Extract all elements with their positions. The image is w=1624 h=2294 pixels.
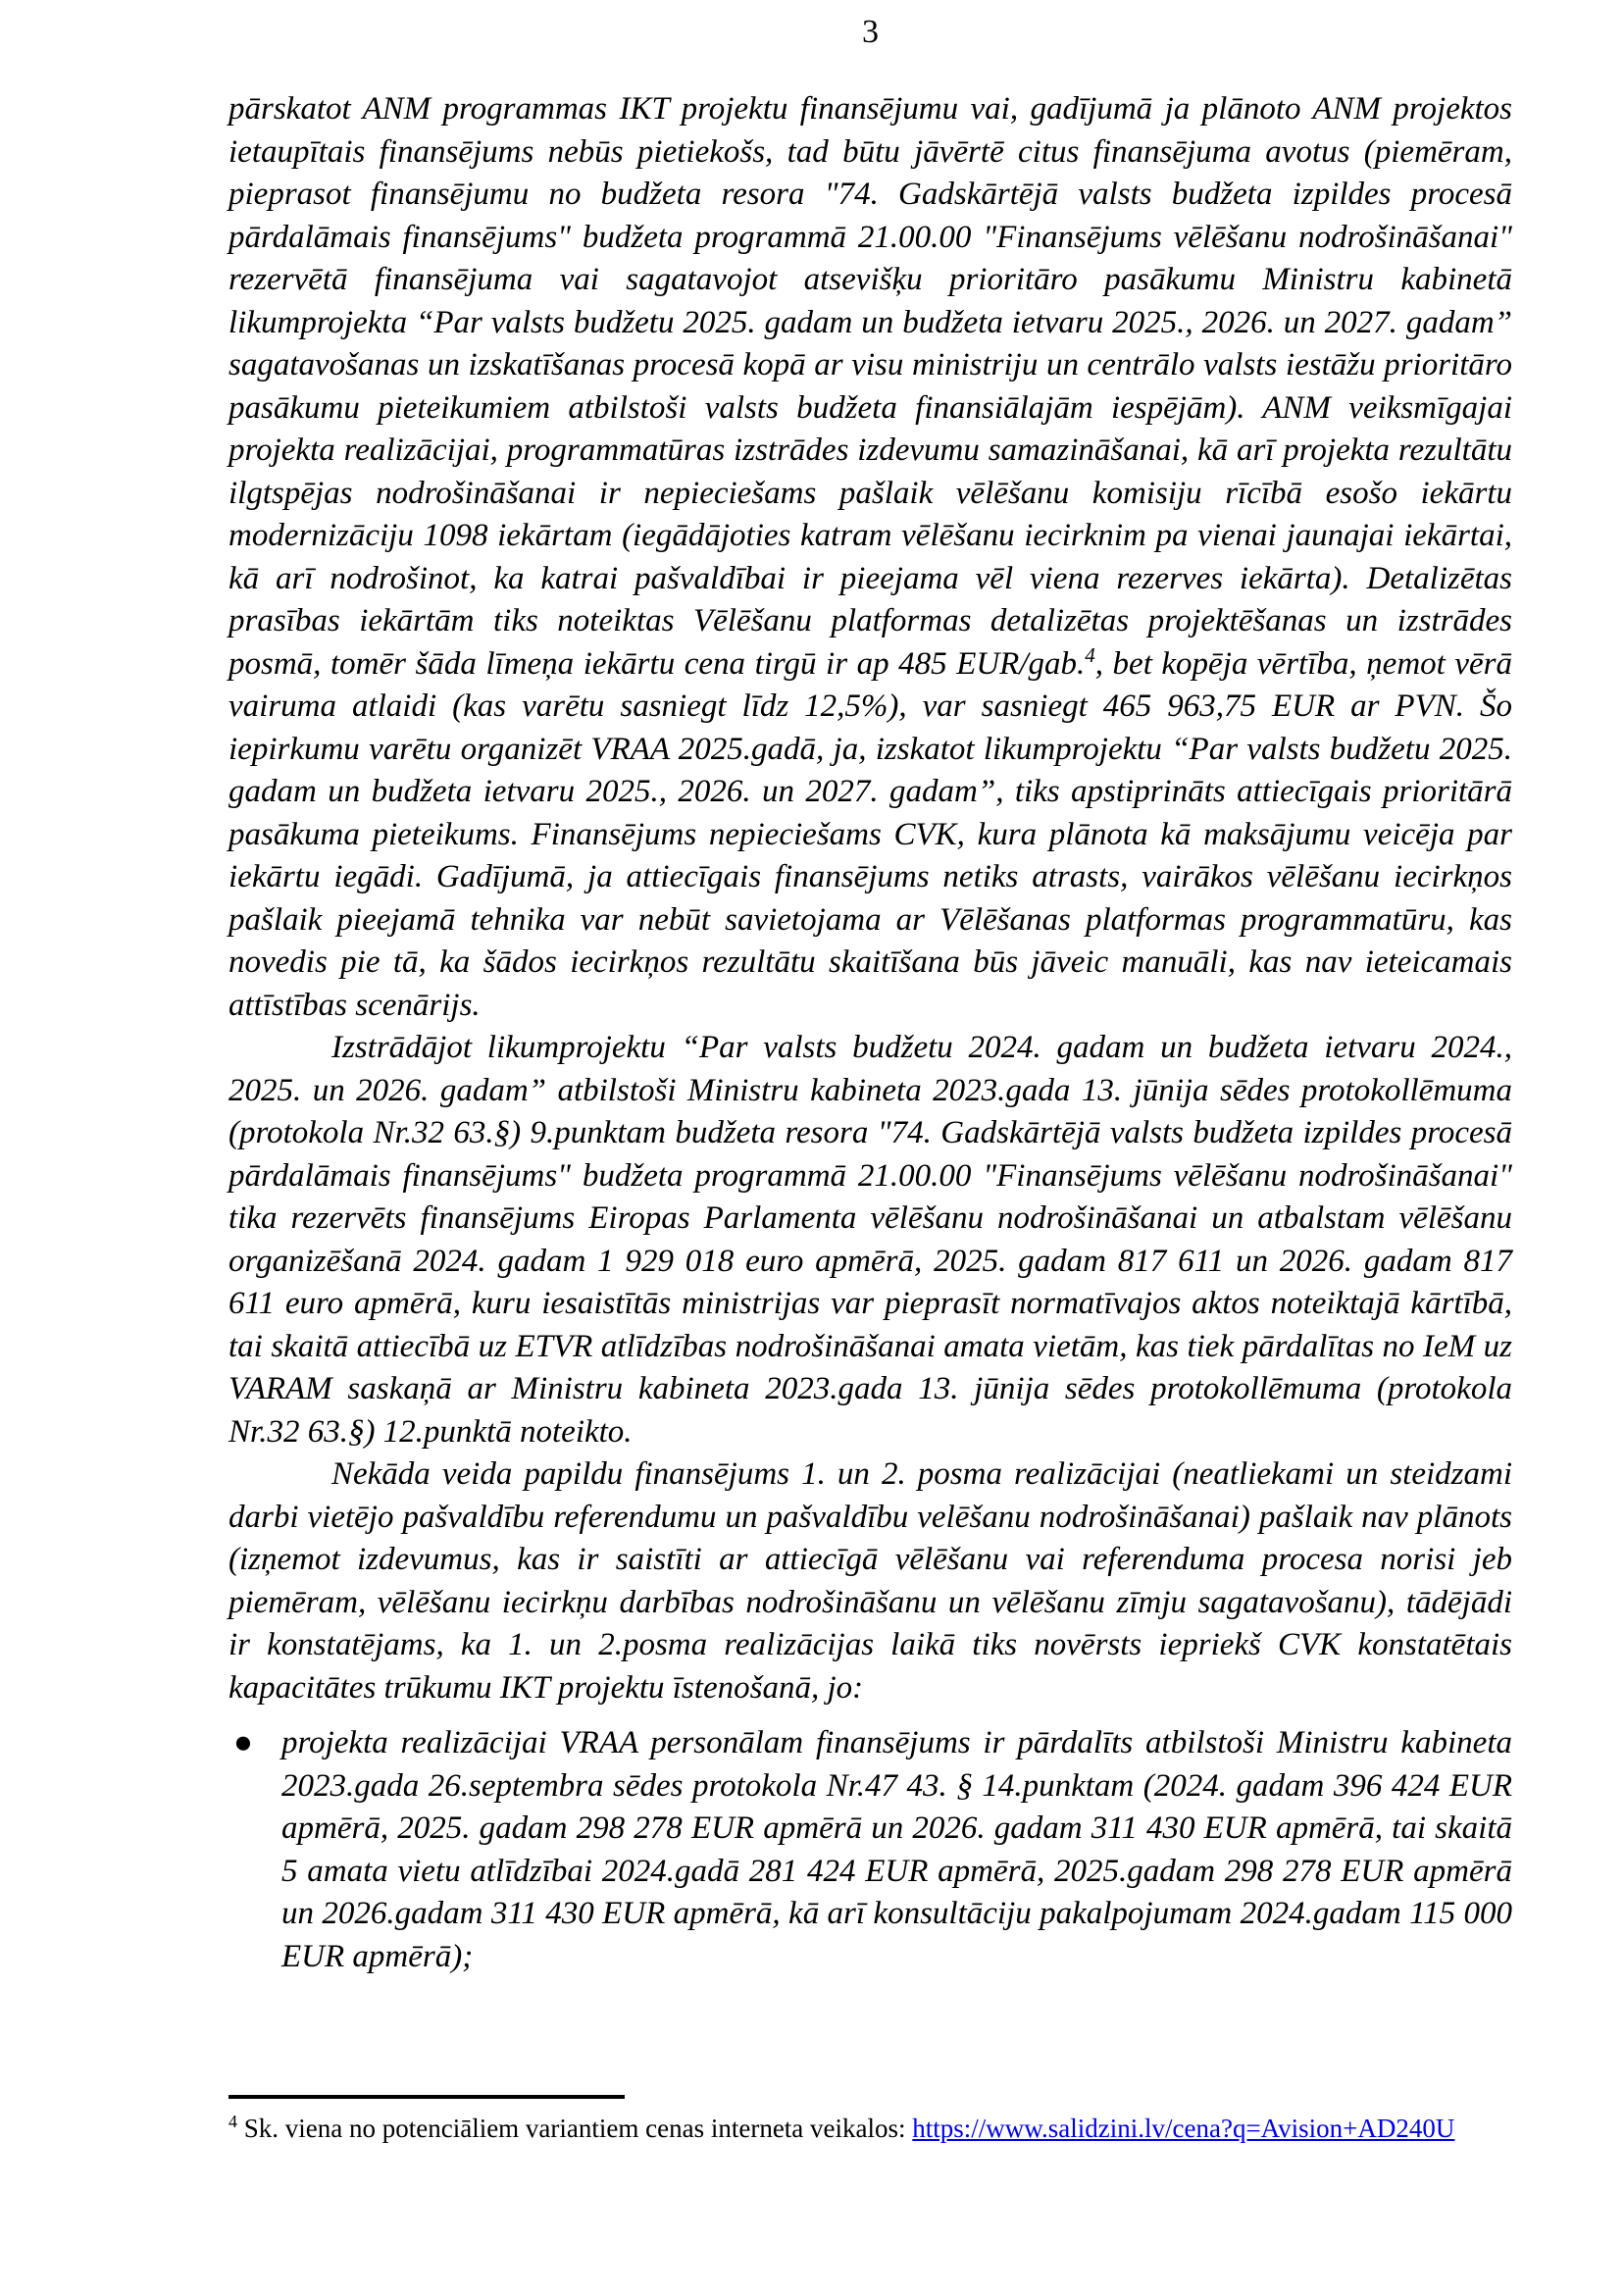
paragraph-1-text-after-ref: , bet kopēja vērtība, ņemot vērā vairuma atlaidi (kas varētu sasniegt līdz 12,5%), var sasniegt 465 963,75 EUR ar PVN. Šo iepirkumu varētu organizēt VRAA 2025.gadā, ja, izskatot likumprojektu “Par valsts budžetu 2025. gadam un budžeta ietvaru 2025., 2026. un 2027. gadam”, tiks apstiprināts attiecīgais prioritārā pasākuma pieteikums. Finansējums nepieciešams CVK, kura plānota kā maksājumu veicēja par iekārtu iegādi. Gadījumā, ja attiecīgais finansējums netiks atrasts, vairākos vēlēšanu iecirkņos pašlaik pieejamā tehnika var nebūt savietojama ar Vēlēšanas platformas programmatūru, kas novedis pie tā, ka šādos iecirkņos rezultātu skaitīšana būs jāveic manuāli, kas nav ieteicamais attīstības scenārijs. <box>228 645 1512 1023</box>
footnote-separator <box>228 2095 625 2099</box>
paragraph-1-text-before-ref: pārskatot ANM programmas IKT projektu finansējumu vai, gadījumā ja plānoto ANM projektos ietaupītais finansējums nebūs pietiekošs, tad būtu jāvērtē citus finansējuma avotus (piemēram, pieprasot finansējumu no budžeta resora "74. Gadskārtējā valsts budžeta izpildes procesā pārdalāmais finansējums" budžeta programmā 21.00.00 "Finansējums vēlēšanu nodrošināšanai" rezervētā finansējuma vai sagatavojot atsevišķu prioritāro pasākumu Ministru kabinetā likumprojekta “Par valsts budžetu 2025. gadam un budžeta ietvaru 2025., 2026. un 2027. gadam” sagatavošanas un izskatīšanas procesā kopā ar visu ministriju un centrālo valsts iestāžu prioritāro pasākumu pieteikumiem atbilstoši valsts budžeta finansiālajām iespējām). ANM veiksmīgajai projekta realizācijai, programmatūras izstrādes izdevumu samazināšanai, kā arī projekta rezultātu ilgtspējas nodrošināšanai ir nepieciešams pašlaik vēlēšanu komisiju rīcībā esošo iekārtu modernizāciju 1098 iekārtam (iegādājoties katram vēlēšanu iecirknim pa vienai jaunajai iekārtai, kā arī nodrošinot, ka katrai pašvaldībai ir pieejama vēl viena rezerves iekārta). Detalizētas prasības iekārtām tiks noteiktas Vēlēšanu platformas detalizētas projektēšanas un izstrādes posmā, tomēr šāda līmeņa iekārtu cena tirgū ir ap 485 EUR/gab. <box>228 91 1512 682</box>
paragraph-3: Nekāda veida papildu finansējums 1. un 2. posma realizācijai (neatliekami un steidzami darbi vietējo pašvaldību referendumu un pašvaldību velēšanu nodrošināšanai) pašlaik nav plānots (izņemot izdevumus, kas ir saistīti ar attiecīgā vēlēšanu vai referenduma procesa norisi jeb piemēram, vēlēšanu iecirkņu darbības nodrošināšanu un vēlēšanu zīmju sagatavošanu), tādējādi ir konstatējams, ka 1. un 2.posma realizācijas laikā tiks novērsts iepriekš CVK konstatētais kapacitātes trūkumu IKT projektu īstenošanā, jo: <box>228 1456 1512 1706</box>
bullet-item <box>228 1722 1512 1978</box>
bullet-item-text: projekta realizācijai VRAA personālam finansējums ir pārdalīts atbilstoši Ministru kabineta 2023.gada 26.septembra sēdes protokola Nr.47 43. § 14.punktam (2024. gadam 396 424 EUR apmērā, 2025. gadam 298 278 EUR apmērā un 2026. gadam 311 430 EUR apmērā, tai skaitā 5 amata vietu atlīdzībai 2024.gadā 281 424 EUR apmērā, 2025.gadam 298 278 EUR apmērā un 2026.gadam 311 430 EUR apmērā, kā arī konsultāciju pakalpojumam 2024.gadam 115 000 EUR apmērā); <box>281 1725 1512 1974</box>
bullet-marker-icon: ● <box>233 1725 253 1760</box>
footnote-reference-4: 4 <box>1085 642 1095 667</box>
paragraph-1 <box>228 88 1512 1027</box>
footnote-marker: 4 <box>228 2112 237 2131</box>
footnote-text: Sk. viena no potenciāliem variantiem cenas interneta veikalos: <box>243 2114 913 2143</box>
bullet-list <box>228 1722 1512 1978</box>
paragraph-2: Izstrādājot likumprojektu “Par valsts budžetu 2024. gadam un budžeta ietvaru 2024., 2025. un 2026. gadam” atbilstoši Ministru kabineta 2023.gada 13. jūnija sēdes protokollēmuma (protokola Nr.32 63.§) 9.punktam budžeta resora "74. Gadskārtējā valsts budžeta izpildes procesā pārdalāmais finansējums" budžeta programmā 21.00.00 "Finansējums vēlēšanu nodrošināšanai" tika rezervēts finansējums Eiropas Parlamenta vēlēšanu nodrošināšanai un atbalstam vēlēšanu organizēšanā 2024. gadam 1 929 018 euro apmērā, 2025. gadam 817 611 un 2026. gadam 817 611 euro apmērā, kuru iesaistītās ministrijas var pieprasīt normatīvajos aktos noteiktajā kārtībā, tai skaitā attiecībā uz ETVR atlīdzības nodrošināšanai amata vietām, kas tiek pārdalītas no IeM uz VARAM saskaņā ar Ministru kabineta 2023.gada 13. jūnija sēdes protokollēmuma (protokola Nr.32 63.§) 12.punktā noteikto. <box>228 1030 1512 1450</box>
footnote <box>228 2111 1512 2146</box>
page-number: 3 <box>862 14 879 50</box>
footnote-link[interactable]: https://www.salidzini.lv/cena?q=Avision+AD240U <box>912 2114 1455 2143</box>
text-block <box>228 88 1512 1978</box>
